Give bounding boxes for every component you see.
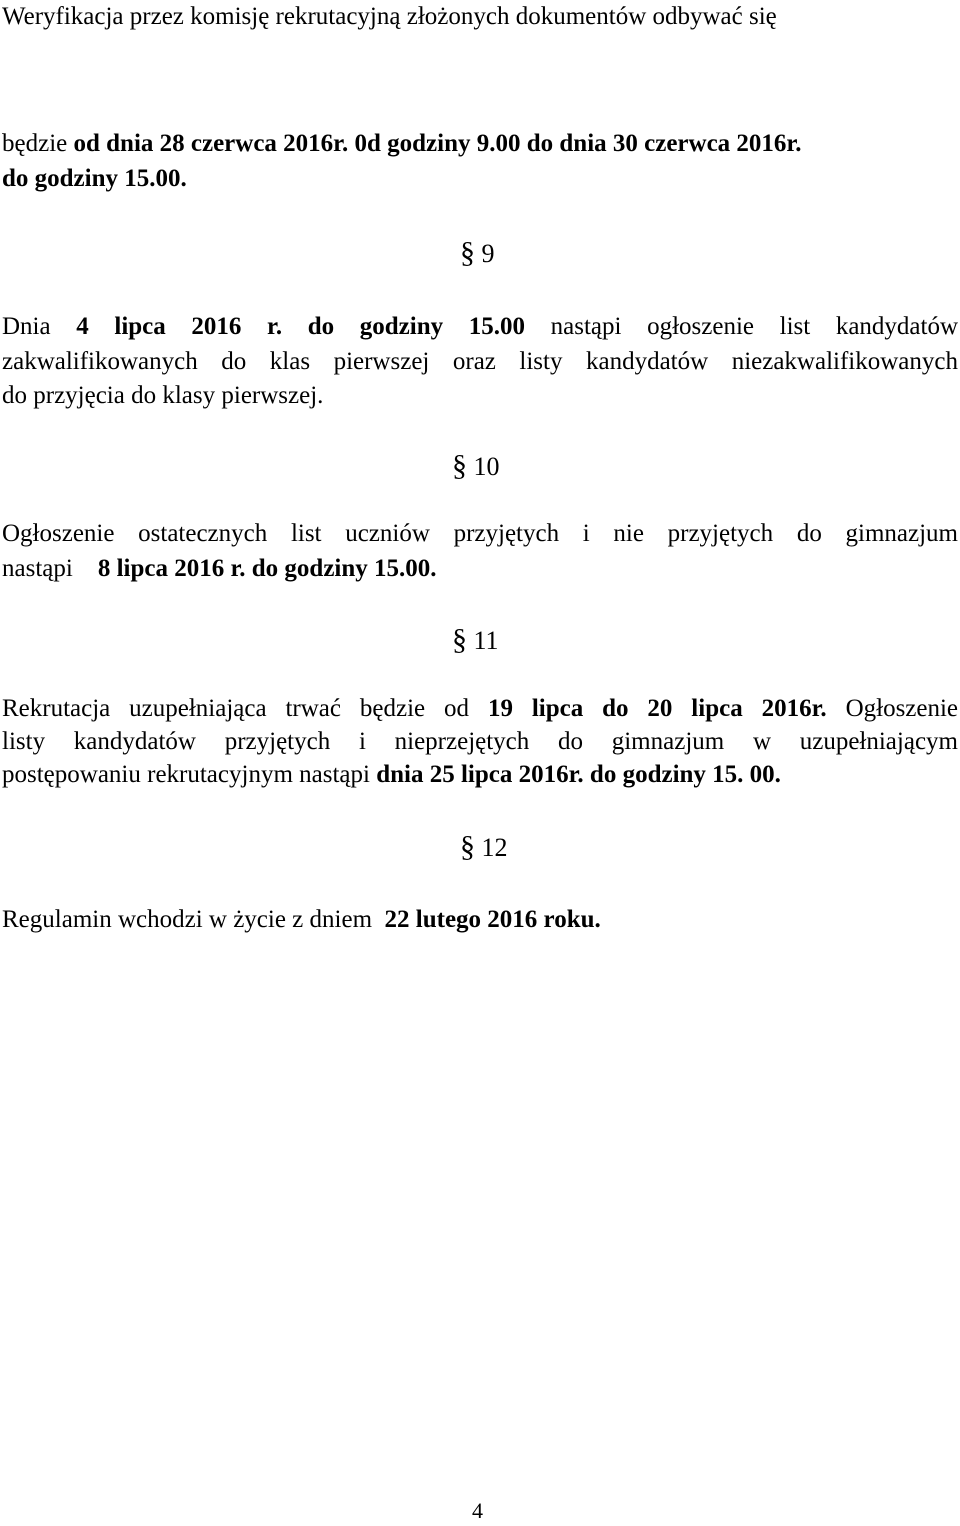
sec11-dates: 19 lipca do 20 lipca 2016r. — [487, 695, 827, 722]
section-9-heading — [460, 238, 495, 269]
paragraph-symbol: § — [460, 236, 475, 269]
section-10-heading — [452, 451, 500, 482]
verification-dates: od dnia 28 czerwca 2016r. 0d godziny 9.00 do dnia 30 czerwca 2016r. — [73, 130, 802, 157]
section-number: 12 — [481, 833, 508, 862]
section-number: 10 — [473, 452, 500, 481]
sec11-line3-start: postępowaniu rekrutacyjnym nastąpi — [2, 761, 370, 788]
page-number: 4 — [472, 1498, 483, 1523]
verification-deadline: do godziny 15.00. — [2, 165, 187, 192]
intro-line: Weryfikacja przez komisję rekrutacyjną złożonych dokumentów odbywać się — [2, 3, 777, 30]
verification-line-2 — [2, 164, 187, 194]
section-number: 9 — [481, 239, 495, 268]
paragraph-symbol: § — [452, 623, 467, 656]
sec10-date: 8 lipca 2016 r. do godziny 15.00. — [97, 555, 437, 582]
section-10-line-2 — [2, 554, 437, 584]
section-12-line-1 — [2, 905, 601, 935]
sec10-text-start: nastąpi — [2, 555, 73, 582]
paragraph-symbol: § — [460, 830, 475, 863]
section-12-heading — [460, 832, 508, 863]
section-10-line-1: Ogłoszenie ostatecznych list uczniów przyjętych i nie przyjętych do gimnazjum — [2, 520, 958, 547]
section-11-line-3 — [2, 760, 781, 790]
section-number: 11 — [473, 626, 499, 655]
section-11-line-2: listy kandydatów przyjętych i nieprzejętych do gimnazjum w uzupełniającym — [2, 728, 958, 755]
sec11-announcement-date: dnia 25 lipca 2016r. do godziny 15. 00. — [376, 761, 781, 788]
verification-line-1 — [2, 129, 801, 159]
section-9-line-2: zakwalifikowanych do klas pierwszej oraz listy kandydatów niezakwalifikowanych — [2, 348, 958, 375]
section-9-line-1 — [2, 312, 958, 342]
sec12-date: 22 lutego 2016 roku. — [384, 906, 601, 933]
sec9-text-rest: nastąpi ogłoszenie list kandydatów — [550, 313, 959, 340]
section-11-heading — [452, 625, 499, 656]
sec11-text-start: Rekrutacja uzupełniająca trwać będzie od — [2, 695, 470, 722]
sec11-text-rest: Ogłoszenie — [845, 695, 959, 722]
section-11-line-1 — [2, 694, 958, 724]
verification-prefix: będzie — [2, 130, 74, 157]
sec9-date: 4 lipca 2016 r. do godziny 15.00 — [76, 313, 525, 340]
sec9-text-start: Dnia — [2, 313, 51, 340]
section-9-line-3: do przyjęcia do klasy pierwszej. — [2, 382, 324, 409]
sec12-text-start: Regulamin wchodzi w życie z dniem — [2, 906, 373, 933]
paragraph-symbol: § — [452, 449, 467, 482]
